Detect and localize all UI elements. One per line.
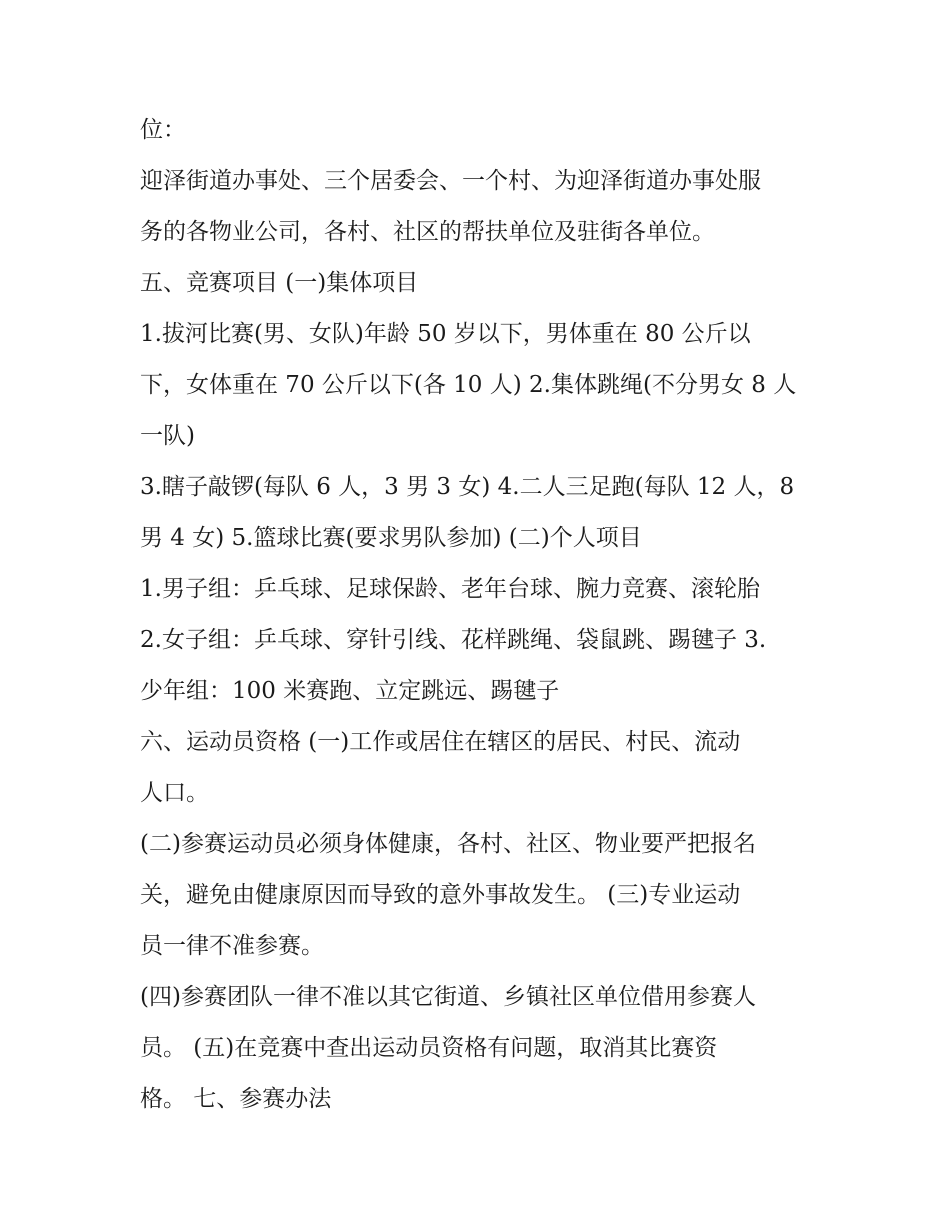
text-line: 位： [140, 117, 186, 143]
text-line: 下，女体重在 70 公斤以下(各 10 人) 2.集体跳绳(不分男女 8 人 [140, 372, 797, 398]
section-heading: 格。 七、参赛办法 [140, 1086, 332, 1112]
text-line: 1.男子组：乒乓球、足球保龄、老年台球、腕力竞赛、滚轮胎 [140, 576, 760, 602]
text-line: 员。 (五)在竞赛中查出运动员资格有问题，取消其比赛资 [140, 1035, 718, 1061]
section-heading: 五、竞赛项目 (一)集体项目 [140, 270, 419, 296]
text-line: (四)参赛团队一律不准以其它街道、乡镇社区单位借用参赛人 [140, 984, 756, 1010]
document-body [140, 105, 820, 1125]
text-line: 1.拔河比赛(男、女队)年龄 50 岁以下，男体重在 80 公斤以 [140, 321, 751, 347]
text-line: 关，避免由健康原因而导致的意外事故发生。 (三)专业运动 [140, 882, 741, 908]
section-heading: 六、运动员资格 (一)工作或居住在辖区的居民、村民、流动 [140, 729, 741, 755]
text-line: 迎泽街道办事处、三个居委会、一个村、为迎泽街道办事处服 [140, 168, 761, 194]
text-line: (二)参赛运动员必须身体健康，各村、社区、物业要严把报名 [140, 831, 756, 857]
text-line: 男 4 女) 5.篮球比赛(要求男队参加) (二)个人项目 [140, 525, 642, 551]
text-line: 员一律不准参赛。 [140, 933, 324, 959]
text-line: 3.瞎子敲锣(每队 6 人，3 男 3 女) 4.二人三足跑(每队 12 人，8 [140, 474, 795, 500]
text-line: 务的各物业公司，各村、社区的帮扶单位及驻街各单位。 [140, 219, 715, 245]
text-line: 人口。 [140, 780, 209, 806]
text-line: 一队) [140, 423, 195, 449]
text-line: 少年组：100 米赛跑、立定跳远、踢毽子 [140, 678, 560, 704]
text-line: 2.女子组：乒乓球、穿针引线、花样跳绳、袋鼠跳、踢毽子 3. [140, 627, 767, 653]
